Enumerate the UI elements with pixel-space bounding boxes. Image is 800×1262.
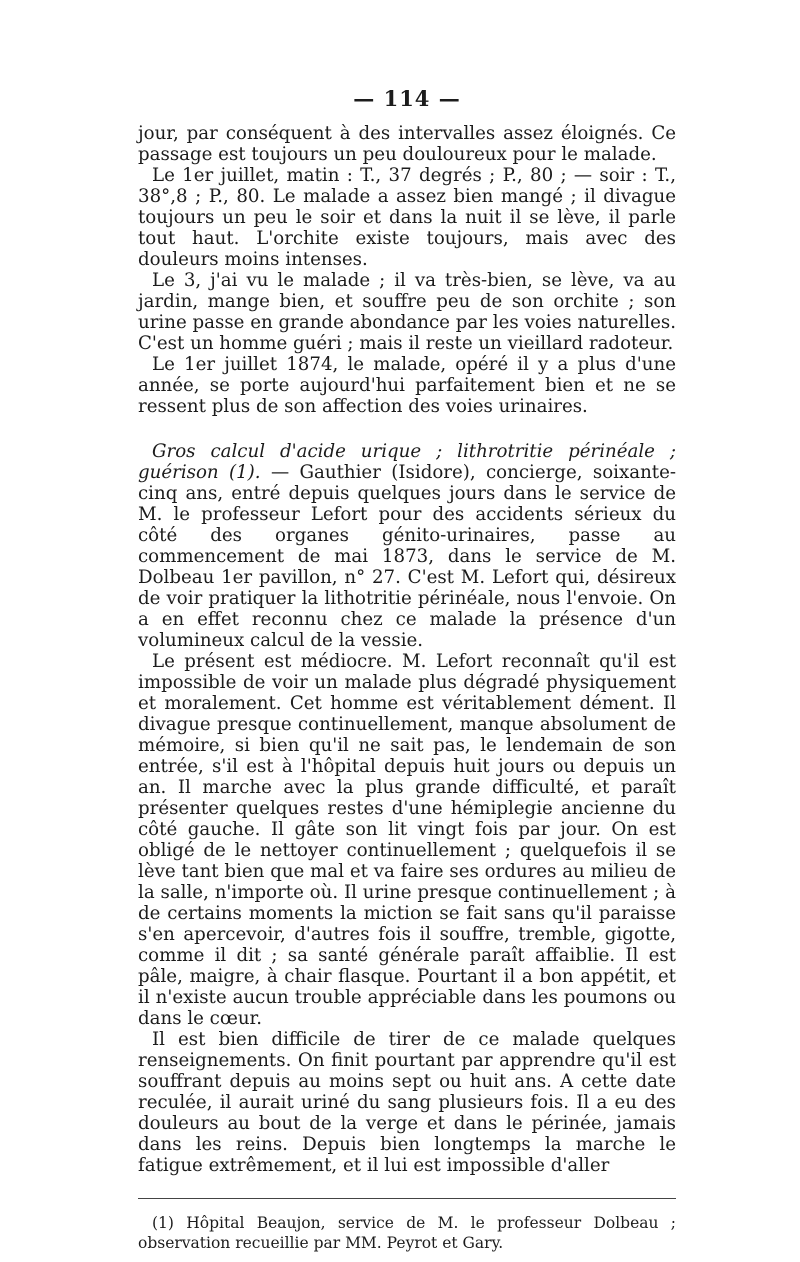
case-intro: — Gauthier (Isidore), concierge, soixante-cinq ans, entré depuis quelques jours dans le service de M. le professeur Lefort pour des accidents sérieux du côté des organes génito-urinaires, passe au commencement de mai 1873, dans le service de M. Dolbeau 1er pavillon, n° 27. C'est M. Lefort qui, désireux de voir pratiquer la lithotritie périnéale, nous l'envoie. On a en effet reconnu chez ce malade la présence d'un volumineux calcul de la vessie.: [138, 462, 677, 651]
case-paragraph: [138, 441, 676, 651]
paragraph: Le 3, j'ai vu le malade ; il va très-bien, se lève, va au jardin, mange bien, et souffre peu de son orchite ; son urine passe en grande abondance par les voies naturelles. C'est un homme guéri ; mais il reste un vieillard radoteur.: [138, 270, 676, 354]
body-text: [138, 123, 676, 1176]
paragraph: Il est bien difficile de tirer de ce malade quelques renseignements. On finit pourtant par apprendre qu'il est souffrant depuis au moins sept ou huit ans. A cette date reculée, il aurait uriné du sang plusieurs fois. Il a eu des douleurs au bout de la verge et dans le périnée, jamais dans les reins. Depuis bien longtemps la marche le fatigue extrêmement, et il lui est impossible d'aller: [138, 1029, 676, 1176]
footnote-divider: [138, 1198, 676, 1199]
footnote: [138, 1213, 676, 1253]
paragraph: Le présent est médiocre. M. Lefort reconnaît qu'il est impossible de voir un malade plus dégradé physiquement et moralement. Cet homme est véritablement dément. Il divague presque continuellement, manque absolument de mémoire, si bien qu'il ne sait pas, le lendemain de son entrée, s'il est à l'hôpital depuis huit jours ou depuis un an. Il marche avec la plus grande difficulté, et paraît présenter quelques restes d'une hémiplegie ancienne du côté gauche. Il gâte son lit vingt fois par jour. On est obligé de le nettoyer continuellement ; quelquefois il se lève tant bien que mal et va faire ses ordures au milieu de la salle, n'importe où. Il urine presque continuellement ; à de certains moments la miction se fait sans qu'il paraisse s'en apercevoir, d'autres fois il souffre, tremble, gigotte, comme il dit ; sa santé générale paraît affaiblie. Il est pâle, maigre, à chair flasque. Pourtant il a bon appétit, et il n'existe aucun trouble appréciable dans les poumons ou dans le cœur.: [138, 651, 676, 1029]
paragraph: Le 1er juillet, matin : T., 37 degrés ; P., 80 ; — soir : T., 38°,8 ; P., 80. Le malade a assez bien mangé ; il divague toujours un peu le soir et dans la nuit il se lève, il parle tout haut. L'orchite existe toujours, mais avec des douleurs moins intenses.: [138, 165, 676, 270]
paragraph: Le 1er juillet 1874, le malade, opéré il y a plus d'une année, se porte aujourd'hui parfaitement bien et ne se ressent plus de son affection des voies urinaires.: [138, 354, 676, 417]
document-page: [138, 86, 676, 1253]
footnote-text: (1) Hôpital Beaujon, service de M. le professeur Dolbeau ; observation recueillie par MM. Peyrot et Gary.: [138, 1214, 676, 1252]
section-gap: [138, 417, 676, 441]
case-title: Gros calcul d'acide urique ; lithrotritie périnéale ; guérison (1).: [138, 441, 676, 483]
paragraph: jour, par conséquent à des intervalles assez éloignés. Ce passage est toujours un peu douloureux pour le malade.: [138, 123, 676, 165]
page-number: — 114 —: [353, 86, 461, 111]
